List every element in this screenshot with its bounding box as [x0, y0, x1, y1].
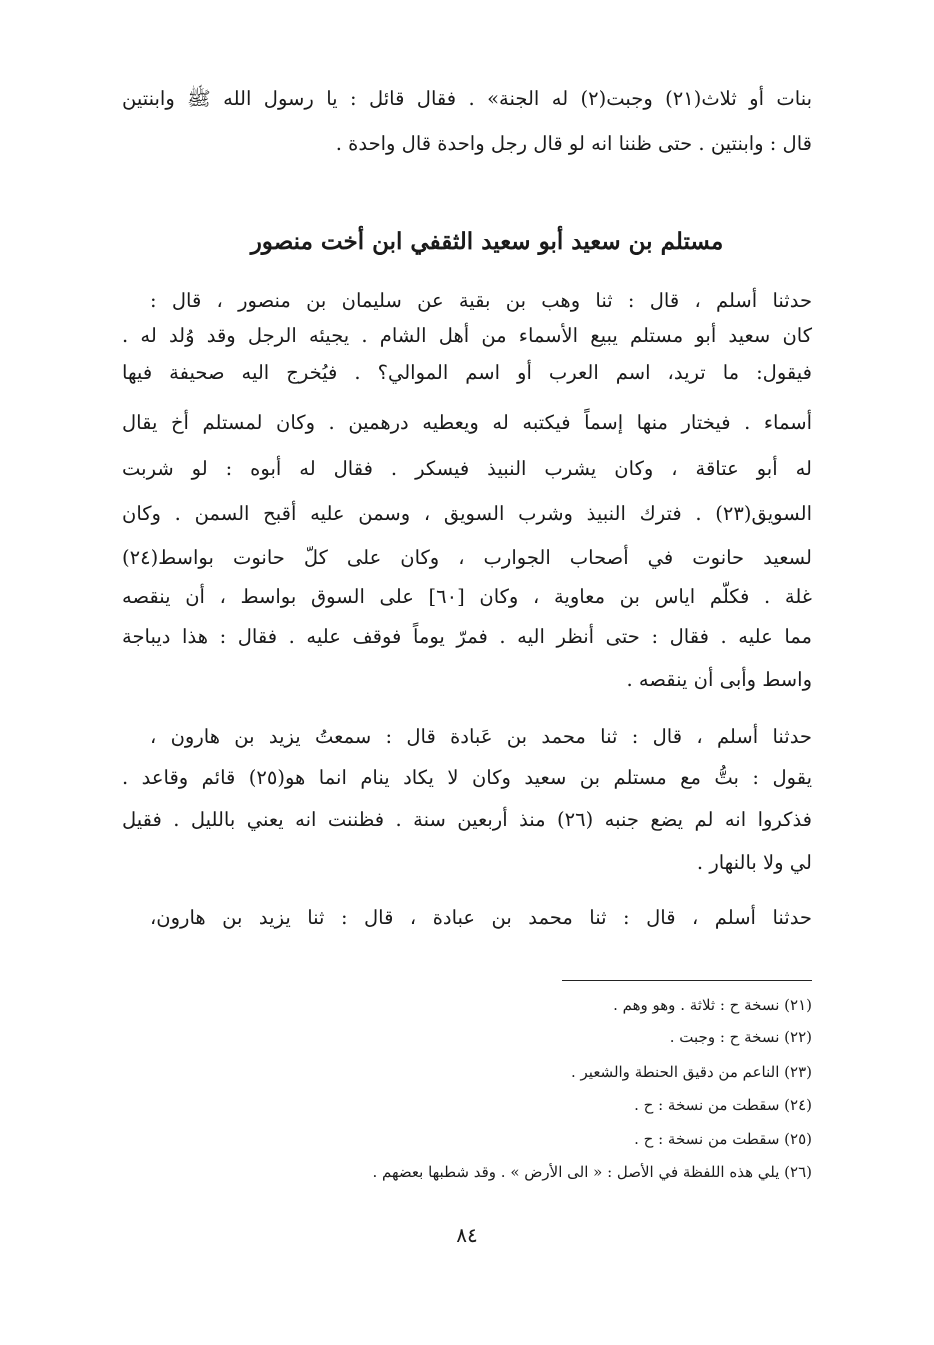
text-line: مما عليه . فقال : حتى أنظر اليه . فمرّ يوماً فوقف عليه . فقال : هذا ديباجة [122, 625, 812, 648]
text-line: حدثنا أسلم ، قال : ثنا محمد بن عَبادة قال : سمعتُ يزيد بن هارون ، [150, 725, 812, 748]
footnote-divider [562, 980, 812, 981]
text-line: كان سعيد أبو مستلم يبيع الأسماء من أهل الشام . يجيئه الرجل وقد وُلد له . [122, 324, 812, 347]
footnote: (٢٤) سقطت من نسخة : ح . [634, 1096, 812, 1114]
text-line: يقول : بتُّ مع مستلم بن سعيد وكان لا يكاد ينام انما هو(٢٥) قائم وقاعد . [122, 766, 812, 789]
footnote: (٢٦) يلي هذه اللفظة في الأصل : « الى الأرض » . وقد شطبها بعضهم . [372, 1163, 812, 1181]
page-number: ٨٤ [456, 1223, 478, 1247]
text-line: واسط وأبى أن ينقصه . [626, 668, 812, 691]
footnote: (٢١) نسخة ح : ثلاثة . وهو وهم . [613, 996, 812, 1014]
text-line: حدثنا أسلم ، قال : ثنا محمد بن عبادة ، قال : ثنا يزيد بن هارون، [150, 906, 812, 929]
text-line: قال : وابنتين . حتى ظننا انه لو قال رجل واحدة قال واحدة . [335, 132, 812, 155]
text-line: السويق(٢٣) . فترك النبيذ وشرب السويق ، وسمن عليه أقبح السمن . وكان [122, 502, 812, 525]
text-line: فذكروا انه لم يضع جنبه (٢٦) منذ أربعين سنة . فظننت انه يعني بالليل . فقيل [122, 808, 813, 831]
text-line: حدثنا أسلم ، قال : ثنا وهب بن بقية عن سليمان بن منصور ، قال : [150, 289, 812, 312]
footnote: (٢٥) سقطت من نسخة : ح . [634, 1130, 812, 1148]
text-line: لسعيد حانوت في أصحاب الجوارب ، وكان على كلّ حانوت بواسط(٢٤) [122, 546, 812, 569]
footnote: (٢٢) نسخة ح : وجبت . [669, 1028, 812, 1046]
text-line: أسماء . فيختار منها إسماً فيكتبه له ويعطيه درهمين . وكان لمستلم أخ يقال [122, 411, 812, 434]
text-line: لي ولا بالنهار . [696, 851, 812, 874]
section-heading: مستلم بن سعيد أبو سعيد الثقفي ابن أخت منصور [250, 228, 724, 255]
text-line: فيقول: ما تريد، اسم العرب أو اسم الموالي؟ . فيُخرج اليه صحيفة فيها [122, 361, 812, 384]
text-line: غلة . فكلّم اياس بن معاوية ، وكان [٦٠] على السوق بواسط ، أن ينقصه [122, 585, 812, 608]
text-line: بنات أو ثلاث(٢١) وجبت(٢) له الجنة» . فقال قائل : يا رسول الله ﷺ وابنتين [122, 87, 813, 110]
text-line: له أبو عتاقة ، وكان يشرب النبيذ فيسكر . فقال له أبوه : لو شربت [122, 457, 812, 480]
footnote: (٢٣) الناعم من دقيق الحنطة والشعير . [570, 1063, 812, 1081]
